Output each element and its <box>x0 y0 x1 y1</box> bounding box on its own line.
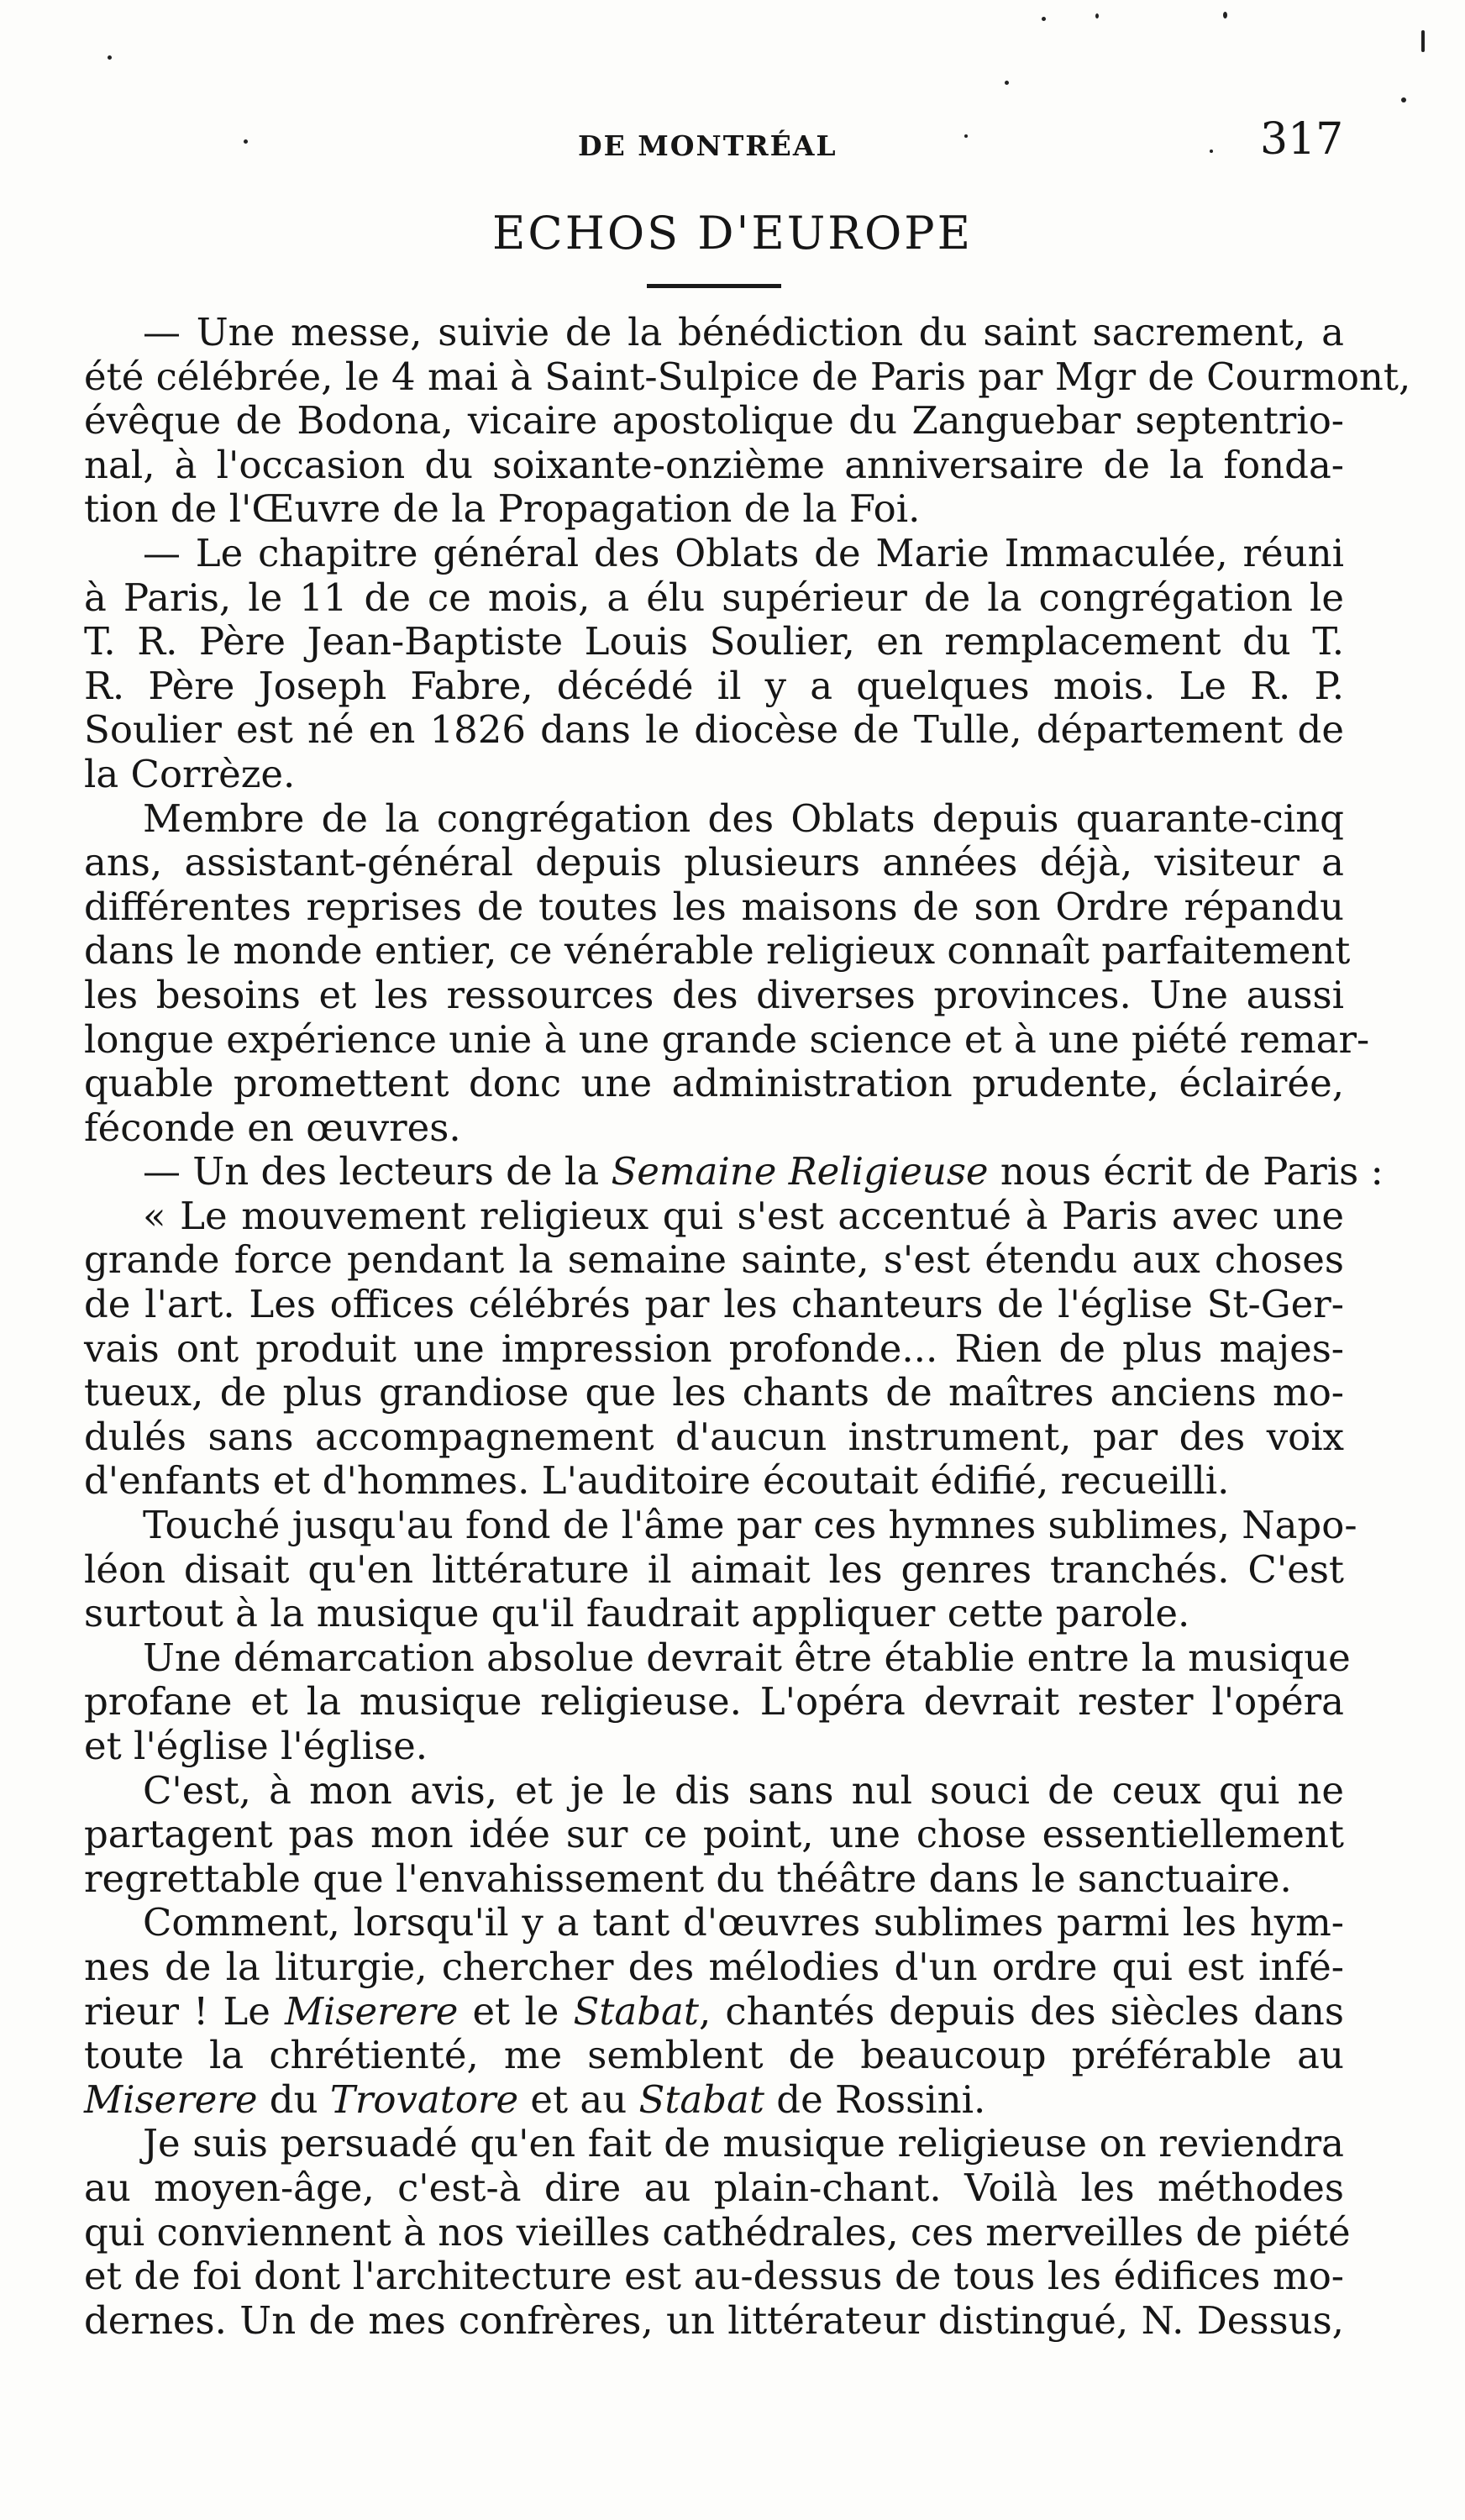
text-line: différentes reprises de toutes les maisons de son Ordre répandu <box>84 884 1344 929</box>
text-line: de l'art. Les offices célébrés par les chanteurs de l'église St-Ger- <box>84 1282 1344 1327</box>
italic-title: Miserere <box>84 2076 258 2122</box>
text-segment: nous écrit de Paris : <box>988 1149 1384 1194</box>
text-line: léon disait qu'en littérature il aimait les genres tranchés. C'est <box>84 1546 1344 1592</box>
text-line: au moyen-âge, c'est-à dire au plain-chant. Voilà les méthodes <box>84 2165 1344 2210</box>
text-line: dulés sans accompagnement d'aucun instrument, par des voix <box>84 1414 1344 1459</box>
text-segment: , chantés depuis des siècles dans <box>698 1988 1344 2034</box>
text-segment: de Rossini. <box>764 2076 986 2122</box>
text-line: féconde en œuvres. <box>84 1105 461 1150</box>
text-line: Membre de la congrégation des Oblats depuis quarante-cinq <box>143 795 1344 841</box>
text-segment: rieur ! Le <box>84 1988 285 2034</box>
text-line: longue expérience unie à une grande science et à une piété remar- <box>84 1016 1370 1062</box>
text-line: profane et la musique religieuse. L'opéra devrait rester l'opéra <box>84 1679 1344 1725</box>
text-line: regrettable que l'envahissement du théâtre dans le sanctuaire. <box>84 1856 1292 1901</box>
text-segment: du <box>257 2076 330 2122</box>
text-line: qui conviennent à nos vieilles cathédrales, ces merveilles de piété <box>84 2209 1351 2255</box>
text-line: tion de l'Œuvre de la Propagation de la Foi. <box>84 486 921 532</box>
text-line: dernes. Un de mes confrères, un littérateur distingué, N. Dessus, <box>84 2297 1344 2343</box>
text-line: — Une messe, suivie de la bénédiction du saint sacrement, a <box>143 310 1344 354</box>
italic-title: Miserere <box>284 1988 459 2034</box>
text-line: Je suis persuadé qu'en fait de musique religieuse on reviendra <box>143 2121 1344 2166</box>
text-line: partagent pas mon idée sur ce point, une chose essentiellement <box>84 1812 1344 1857</box>
text-line: toute la chrétienté, me semblent de beaucoup préférable au <box>84 2033 1344 2078</box>
text-line: les besoins et les ressources des diverses provinces. Une aussi <box>84 972 1344 1017</box>
text-line: T. R. Père Jean-Baptiste Louis Soulier, en remplacement du T. <box>84 619 1344 664</box>
text-line: vais ont produit une impression profonde... Rien de plus majes- <box>84 1326 1344 1371</box>
text-segment: et le <box>458 1988 574 2034</box>
text-line: été célébrée, le 4 mai à Saint-Sulpice de Paris par Mgr de Courmont, <box>84 354 1411 399</box>
article-body <box>84 310 1411 2343</box>
text-line: surtout à la musique qu'il faudrait appliquer cette parole. <box>84 1591 1190 1636</box>
text-segment: — Un des lecteurs de la <box>143 1149 612 1194</box>
text-line: — Le chapitre général des Oblats de Marie Immaculée, réuni <box>143 530 1344 575</box>
text-line: R. Père Joseph Fabre, décédé il y a quelques mois. Le R. P. <box>84 663 1344 708</box>
text-line: d'enfants et d'hommes. L'auditoire écoutait édifié, recueilli. <box>84 1458 1230 1504</box>
text-line <box>84 1990 1344 2034</box>
text-line: ans, assistant-général depuis plusieurs années déjà, visiteur a <box>84 840 1344 885</box>
italic-title: Trovatore <box>329 2076 519 2122</box>
text-line: Une démarcation absolue devrait être établie entre la musique <box>143 1635 1351 1680</box>
text-line: et l'église l'église. <box>84 1724 428 1768</box>
italic-title: Semaine Religieuse <box>611 1149 989 1194</box>
text-line: et de foi dont l'architecture est au-dessus de tous les édifices mo- <box>84 2254 1344 2299</box>
text-line: nes de la liturgie, chercher des mélodies d'un ordre qui est infé- <box>84 1944 1344 1989</box>
text-line: dans le monde entier, ce vénérable religieux connaît parfaitement <box>84 928 1351 974</box>
text-line: évêque de Bodona, vicaire apostolique du Zanguebar septentrio- <box>84 398 1344 444</box>
text-line: « Le mouvement religieux qui s'est accentué à Paris avec une <box>143 1193 1344 1238</box>
page-number: 317 <box>1260 114 1344 165</box>
text-line: nal, à l'occasion du soixante-onzième anniversaire de la fonda- <box>84 442 1344 487</box>
text-line: quable promettent donc une administration prudente, éclairée, <box>84 1061 1344 1106</box>
text-line: à Paris, le 11 de ce mois, a élu supérieur de la congrégation le <box>84 575 1344 620</box>
text-line: la Corrèze. <box>84 751 296 796</box>
text-line: Touché jusqu'au fond de l'âme par ces hymnes sublimes, Napo- <box>143 1503 1357 1548</box>
page-title: ECHOS D'EUROPE <box>491 207 973 260</box>
text-line <box>84 2078 1344 2123</box>
text-line <box>84 1149 1384 1194</box>
text-segment: et au <box>518 2076 639 2122</box>
italic-title: Stabat <box>638 2076 764 2122</box>
text-line: Comment, lorsqu'il y a tant d'œuvres sublimes parmi les hym- <box>143 1900 1344 1945</box>
text-line: tueux, de plus grandiose que les chants de maîtres anciens mo- <box>84 1370 1344 1415</box>
italic-title: Stabat <box>573 1988 699 2034</box>
text-line: C'est, à mon avis, et je le dis sans nul souci de ceux qui ne <box>143 1767 1344 1813</box>
running-head: DE MONTRÉAL <box>578 129 838 162</box>
text-line: grande force pendant la semaine sainte, s'est étendu aux choses <box>84 1237 1344 1283</box>
text-line: Soulier est né en 1826 dans le diocèse de Tulle, département de <box>84 707 1344 753</box>
page-header <box>0 114 1465 165</box>
title-rule <box>647 284 781 288</box>
